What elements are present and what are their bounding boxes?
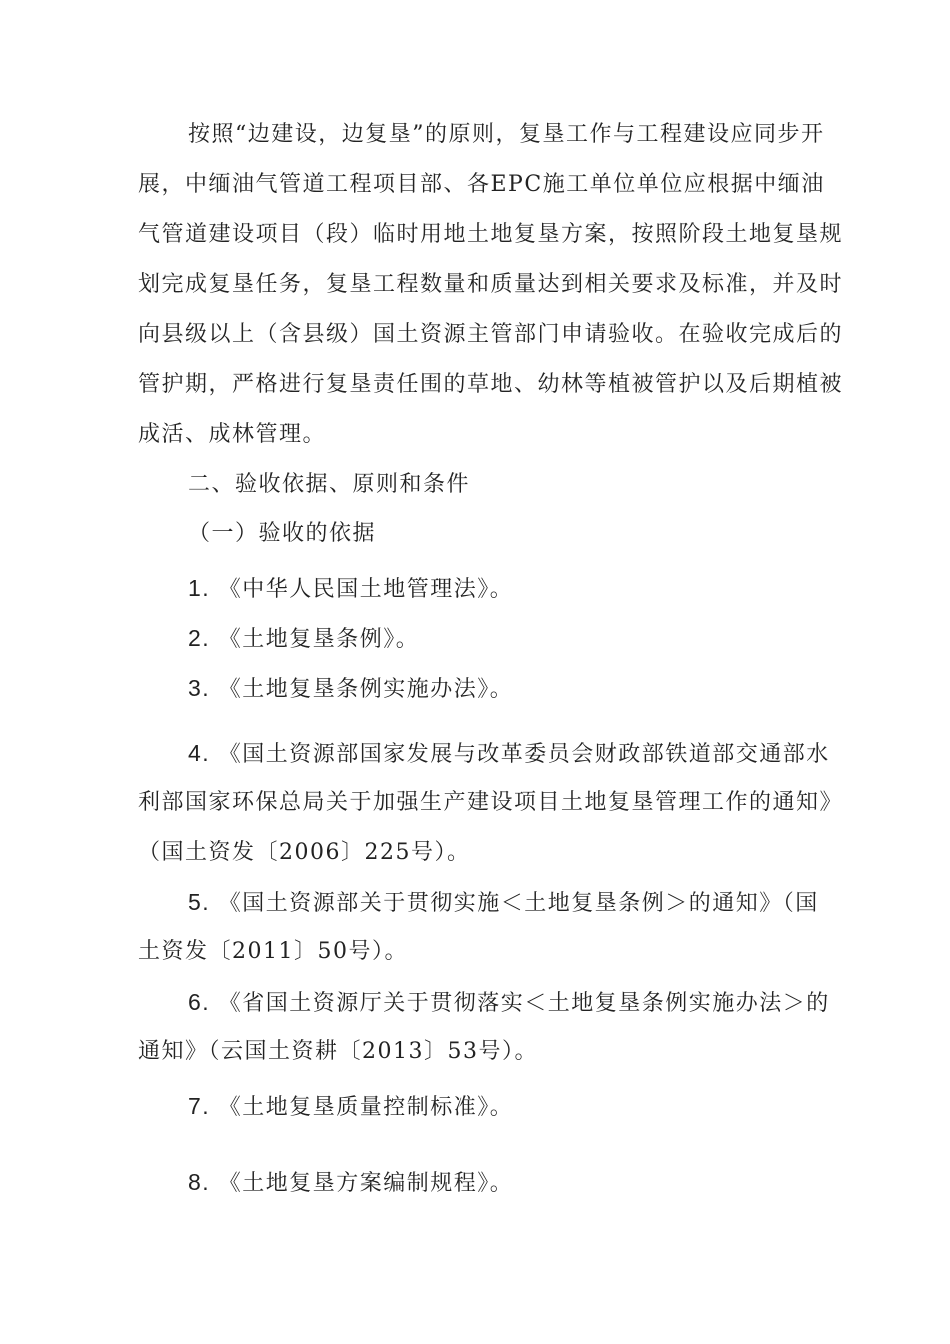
list-item-text: 《土地复垦条例》。: [218, 627, 420, 652]
list-item-4: [188, 738, 830, 770]
section-heading: 二、验收依据、原则和条件: [188, 472, 471, 497]
list-item-4-line-3: （国土资发〔2006〕225号）。: [138, 840, 471, 865]
list-item-text: 《国土资源部关于贯彻实施＜土地复垦条例＞的通知》（国: [218, 891, 819, 916]
list-item-number: 8.: [188, 1169, 211, 1195]
list-item-1: [188, 573, 513, 605]
list-item-number: 6.: [188, 989, 211, 1015]
subsection-heading: （一）验收的依据: [188, 521, 377, 546]
list-item-text: 《中华人民国土地管理法》。: [218, 577, 514, 602]
list-item-4-line-2: 利部国家环保总局关于加强生产建设项目土地复垦管理工作的通知》: [138, 790, 844, 815]
list-item-text: 《国土资源部国家发展与改革委员会财政部铁道部交通部水: [218, 742, 830, 767]
list-item-3: [188, 673, 513, 705]
list-item-number: 3.: [188, 675, 211, 701]
paragraph-1-line-5: 向县级以上（含县级）国土资源主管部门申请验收。在验收完成后的: [138, 322, 844, 347]
list-item-text: 《省国土资源厅关于贯彻落实＜土地复垦条例实施办法＞的: [218, 991, 830, 1016]
list-item-8: [188, 1167, 513, 1199]
paragraph-1-line-2: 展，中缅油气管道工程项目部、各EPC施工单位单位应根据中缅油: [138, 172, 825, 197]
list-item-6-line-2: 通知》（云国土资耕〔2013〕53号）。: [138, 1039, 538, 1064]
list-item-number: 7.: [188, 1093, 211, 1119]
list-item-text: 《土地复垦方案编制规程》。: [218, 1171, 514, 1196]
list-item-number: 1.: [188, 575, 211, 601]
list-item-number: 5.: [188, 889, 211, 915]
paragraph-1-line-4: 划完成复垦任务，复垦工程数量和质量达到相关要求及标准，并及时: [138, 272, 844, 297]
paragraph-1-line-7: 成活、成林管理。: [138, 422, 327, 447]
list-item-5: [188, 887, 819, 919]
list-item-7: [188, 1091, 513, 1123]
list-item-text: 《土地复垦条例实施办法》。: [218, 677, 514, 702]
list-item-5-line-2: 土资发〔2011〕50号）。: [138, 939, 408, 964]
paragraph-1-line-6: 管护期，严格进行复垦责任围的草地、幼林等植被管护以及后期植被: [138, 372, 844, 397]
list-item-text: 《土地复垦质量控制标准》。: [218, 1095, 514, 1120]
paragraph-1-line-3: 气管道建设项目（段）临时用地土地复垦方案，按照阶段土地复垦规: [138, 222, 844, 247]
list-item-2: [188, 623, 419, 655]
paragraph-1-line-1: 按照“边建设，边复垦”的原则，复垦工作与工程建设应同步开: [188, 122, 825, 147]
list-item-number: 4.: [188, 740, 211, 766]
list-item-number: 2.: [188, 625, 211, 651]
list-item-6: [188, 987, 830, 1019]
